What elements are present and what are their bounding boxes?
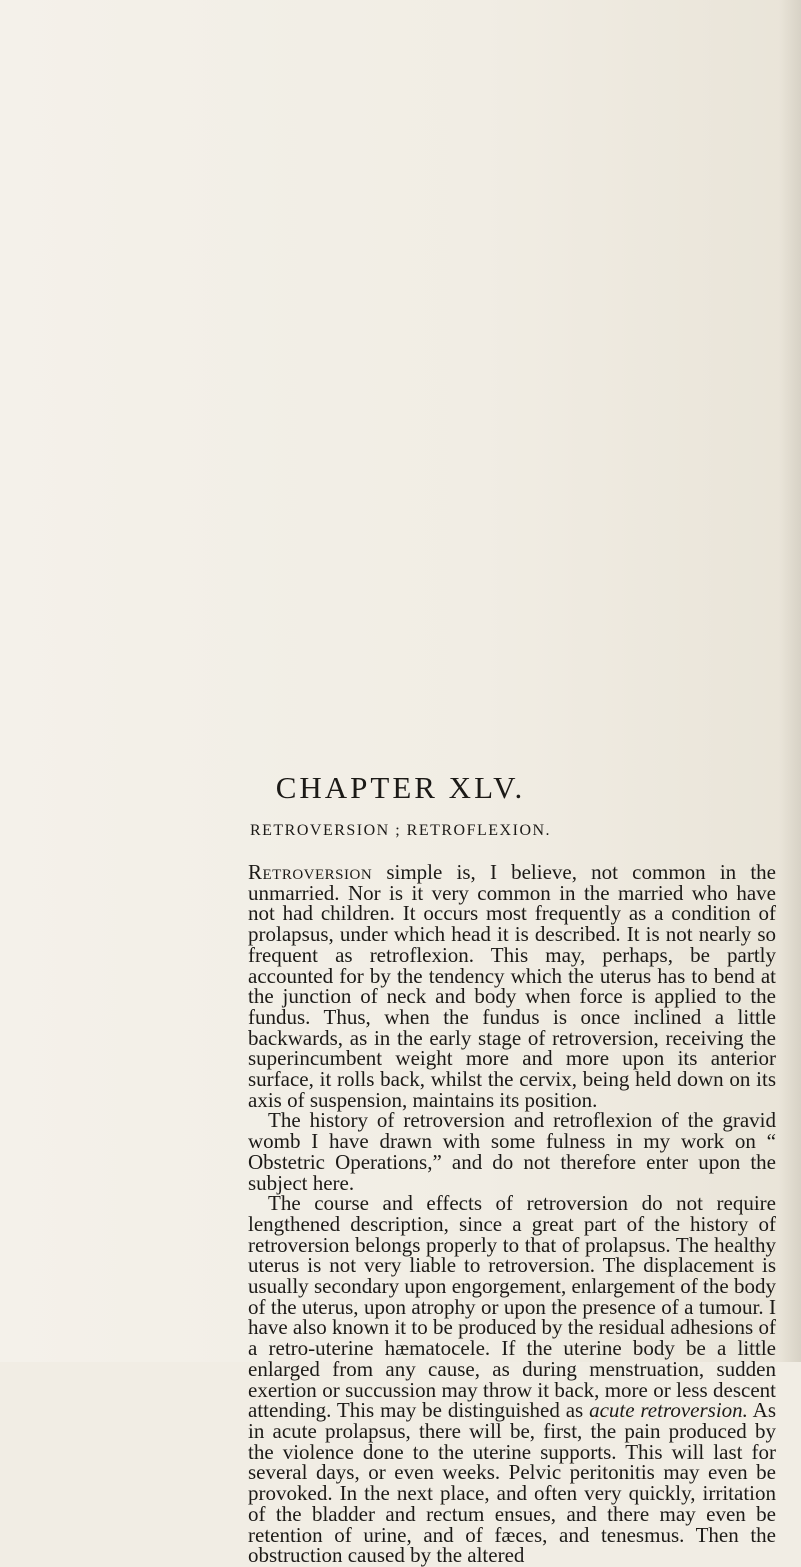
paragraph-1-text: simple is, I believe, not common in the unmarried. Nor is it very common in the married who have not had children. It occurs most frequently as a condition of prolapsus, under which head it is described. It is not nearly so frequent as retroflexion. This may, perhaps, be partly accounted for by the tendency which the uterus has to bend at the junction of neck and body when force is applied to the fundus. Thus, when the fundus is once inclined a little backwards, as in the early stage of retroversion, receiving the superincumbent weight more and more upon its anterior surface, it rolls back, whilst the cervix, being held down on its axis of suspension, maintains its position. — [248, 860, 776, 1112]
paragraph-3-text-a: The course and effects of retroversion do not require lengthened description, since a great part of the history of retroversion belongs properly to that of prolapsus. The healthy uterus is not very liable to retroversion. The displacement is usually secondary upon engorgement, enlargement of the body of the uterus, upon atrophy or upon the presence of a tumour. I have also known it to be produced by the residual adhesions of a retro-uterine hæmatocele. If the uterine body be a little enlarged from any cause, as during menstruation, sudden exertion or succussion may throw it back, more or less descent attending. This may be distinguished as — [248, 1191, 776, 1423]
italic-term: acute retroversion. — [589, 1398, 748, 1423]
paragraph-3 — [248, 1193, 776, 1566]
paragraph-3-text-b: As in acute prolapsus, there will be, first, the pain produced by the violence done to the uterine supports. This will last for several days, or even weeks. Pelvic peritonitis may even be provoked. In the next place, and often very quickly, irritation of the bladder and rectum ensues, and there may even be retention of urine, and of fæces, and tenesmus. Then the obstruction caused by the altered — [248, 1398, 776, 1567]
paragraph-2: The history of retroversion and retroflexion of the gravid womb I have drawn with some fulness in my work on “ Obstetric Operations,” and do not therefore enter upon the subject here. — [248, 1108, 776, 1195]
page-edge-shadow — [779, 0, 801, 1362]
body-text — [248, 862, 776, 1566]
chapter-title: CHAPTER XLV. — [275, 770, 526, 805]
lead-word: Retroversion — [248, 860, 373, 884]
paragraph-1 — [248, 862, 776, 1110]
section-title: RETROVERSION ; RETROFLEXION. — [249, 822, 552, 839]
